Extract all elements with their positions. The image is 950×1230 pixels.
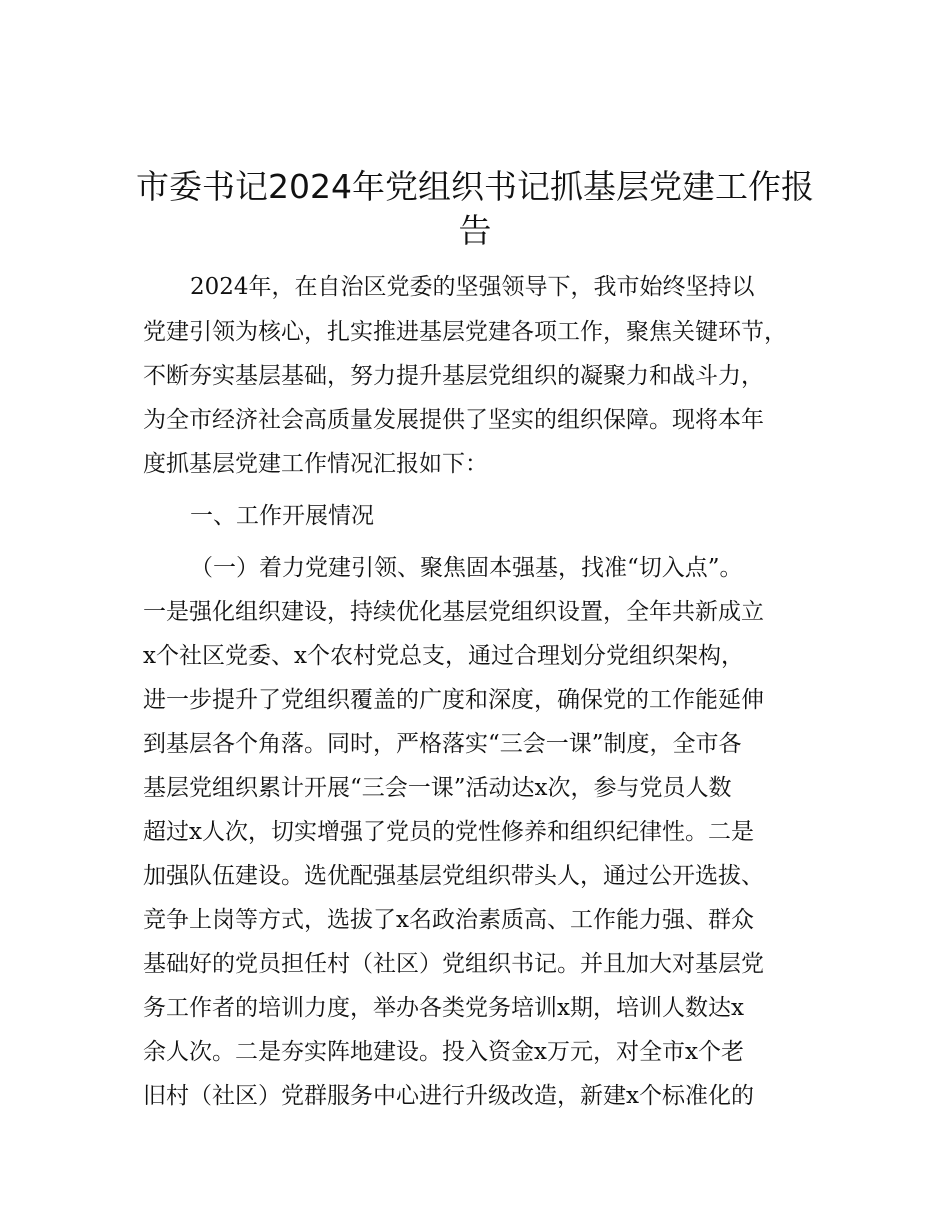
paragraph-line: 度抓基层党建工作情况汇报如下：	[143, 451, 488, 477]
paragraph-line: 竞争上岗等方式，选拔了x名政治素质高、工作能力强、群众	[143, 907, 754, 933]
paragraph-line: 党建引领为核心，扎实推进基层党建各项工作，聚焦关键环节，	[143, 319, 787, 345]
document-title-line-1: 市委书记2024年党组织书记抓基层党建工作报	[136, 167, 814, 206]
paragraph-line: x个社区党委、x个农村党总支，通过合理划分党组织架构，	[143, 643, 744, 669]
paragraph-line: 基层党组织累计开展“三会一课”活动达x次，参与党员人数	[143, 775, 732, 801]
paragraph-line: 为全市经济社会高质量发展提供了坚实的组织保障。现将本年	[143, 407, 764, 433]
paragraph-line: 余人次。二是夯实阵地建设。投入资金x万元，对全市x个老	[143, 1039, 744, 1065]
section-heading: 一、工作开展情况	[190, 503, 374, 529]
subsection-heading: （一）着力党建引领、聚焦固本强基，找准“切入点”。	[190, 555, 743, 581]
paragraph-line: 旧村（社区）党群服务中心进行升级改造，新建x个标准化的	[143, 1083, 754, 1109]
paragraph-line: 进一步提升了党组织覆盖的广度和深度，确保党的工作能延伸	[143, 687, 764, 713]
paragraph-line: 加强队伍建设。选优配强基层党组织带头人，通过公开选拔、	[143, 863, 764, 889]
paragraph-line: 务工作者的培训力度，举办各类党务培训x期，培训人数达x	[143, 995, 744, 1021]
paragraph-line: 基础好的党员担任村（社区）党组织书记。并且加大对基层党	[143, 951, 764, 977]
paragraph-line: 一是强化组织建设，持续优化基层党组织设置，全年共新成立	[143, 599, 764, 625]
paragraph-line: 2024年，在自治区党委的坚强领导下，我市始终坚持以	[190, 274, 755, 300]
paragraph-line: 到基层各个角落。同时，严格落实“三会一课”制度，全市各	[143, 731, 742, 757]
paragraph-line: 超过x人次，切实增强了党员的党性修养和组织纪律性。二是	[143, 819, 754, 845]
document-title-line-2: 告	[458, 211, 492, 250]
paragraph-line: 不断夯实基层基础，努力提升基层党组织的凝聚力和战斗力，	[143, 363, 764, 389]
